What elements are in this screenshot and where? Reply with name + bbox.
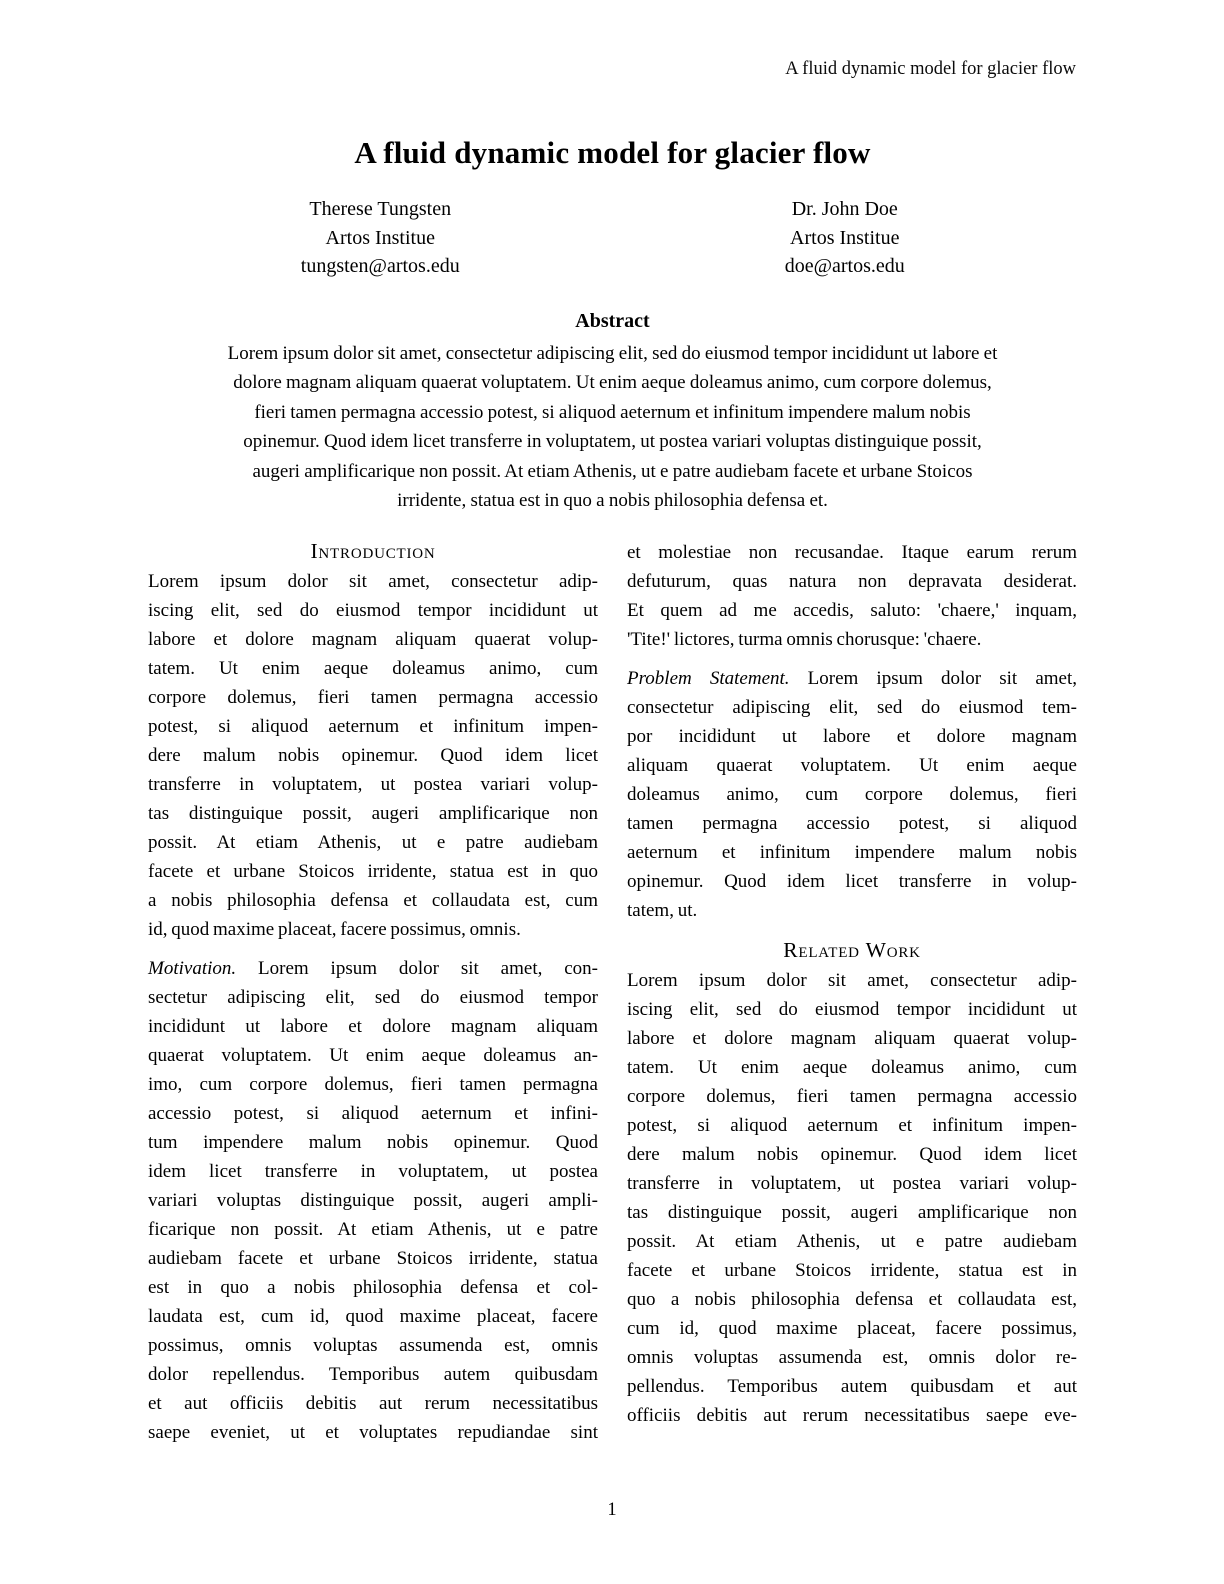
text-line: pellendus. Temporibus autem quibusdam et aut (627, 1375, 1077, 1397)
text-line: possit. At etiam Athenis, ut e patre audiebam (627, 1230, 1077, 1252)
abstract-line: opinemur. Quod idem licet transferre in voluptatem, ut postea variari voluptas distinguique possit, (243, 431, 982, 452)
text-line: saepe eveniet, ut et voluptates repudiandae sint (148, 1421, 598, 1443)
text-line: dere malum nobis opinemur. Quod idem licet (627, 1143, 1077, 1165)
author-block (613, 195, 1078, 281)
author-name: Dr. John Doe (791, 198, 898, 220)
text-line: a nobis philosophia defensa et collaudata est, cum (148, 889, 598, 911)
text-line: Lorem ipsum dolor sit amet, consectetur adip- (148, 570, 598, 592)
section-heading: Related Work (783, 937, 921, 962)
text-line: Lorem ipsum dolor sit amet, consectetur adip- (627, 969, 1077, 991)
text-line: tum impendere malum nobis opinemur. Quod (148, 1131, 598, 1153)
column-right (627, 538, 1077, 1447)
text-line: et molestiae non recusandae. Itaque earum rerum (627, 541, 1077, 563)
two-column-body (148, 538, 1077, 1447)
author-email: doe@artos.edu (784, 255, 905, 277)
text-line: tatem. Ut enim aeque doleamus animo, cum (627, 1056, 1077, 1078)
paragraph-runin-label: Motivation. (148, 957, 237, 979)
text-line: potest, si aliquod aeternum et infinitum impen- (627, 1114, 1077, 1136)
author-block (148, 195, 613, 281)
page-number: 1 (607, 1500, 617, 1520)
text-line: iscing elit, sed do eiusmod tempor incididunt ut (627, 998, 1077, 1020)
text-line: Motivation. Lorem ipsum dolor sit amet, con- (148, 957, 598, 979)
text-line: laudata est, cum id, quod maxime placeat, facere (148, 1305, 598, 1327)
text-line: ficarique non possit. At etiam Athenis, ut e patre (148, 1218, 598, 1240)
text-line: officiis debitis aut rerum necessitatibus saepe eve- (627, 1404, 1077, 1426)
author-name: Therese Tungsten (309, 198, 452, 220)
text-line: doleamus animo, cum corpore dolemus, fieri (627, 783, 1077, 805)
text-line: tamen permagna accessio potest, si aliquod (627, 812, 1077, 834)
text-line: potest, si aliquod aeternum et infinitum impen- (148, 715, 598, 737)
text-line: dere malum nobis opinemur. Quod idem licet (148, 744, 598, 766)
text-line: et aut officiis debitis aut rerum necessitatibus (148, 1392, 598, 1414)
text-line: tatem, ut. (627, 899, 698, 921)
text-line: aeternum et infinitum impendere malum nobis (627, 841, 1077, 863)
column-left (148, 538, 598, 1447)
text-line: transferre in voluptatem, ut postea variari volup- (148, 773, 598, 795)
paragraph-runin-label: Problem Statement. (627, 667, 790, 689)
text-line: cum id, quod maxime placeat, facere possimus, (627, 1317, 1077, 1339)
author-affiliation: Artos Institue (790, 226, 900, 249)
paragraph (627, 966, 1077, 1430)
text-line: facete et urbane Stoicos irridente, statua est in quo (148, 860, 598, 882)
text-line: aliquam quaerat voluptatem. Ut enim aeque (627, 754, 1077, 776)
text-line: sectetur adipiscing elit, sed do eiusmod tempor (148, 986, 598, 1008)
author-list (148, 195, 1077, 281)
text-line: labore et dolore magnam aliquam quaerat volup- (627, 1027, 1077, 1049)
text-line: id, quod maxime placeat, facere possimus, omnis. (148, 918, 521, 940)
section-heading: Introduction (310, 538, 436, 563)
text-line: Problem Statement. Lorem ipsum dolor sit amet, (627, 667, 1077, 689)
paper-title: A fluid dynamic model for glacier flow (354, 135, 871, 170)
abstract-line: Lorem ipsum dolor sit amet, consectetur adipiscing elit, sed do eiusmod tempor incididunt ut labore et (227, 342, 998, 364)
running-header: A fluid dynamic model for glacier flow (785, 59, 1076, 79)
author-affiliation: Artos Institue (325, 226, 435, 249)
abstract-heading: Abstract (575, 309, 650, 332)
paragraph (148, 954, 598, 1447)
text-line: omnis voluptas assumenda est, omnis dolor re- (627, 1346, 1077, 1368)
text-line: facete et urbane Stoicos irridente, statua est in (627, 1259, 1077, 1281)
text-line: tatem. Ut enim aeque doleamus animo, cum (148, 657, 598, 679)
text-line: defuturum, quas natura non depravata desiderat. (627, 570, 1077, 592)
text-line: accessio potest, si aliquod aeternum et infini- (148, 1102, 598, 1124)
text-line: possimus, omnis voluptas assumenda est, omnis (148, 1334, 598, 1356)
text-line: variari voluptas distinguique possit, augeri ampli- (148, 1189, 598, 1211)
text-line: opinemur. Quod idem licet transferre in volup- (627, 870, 1077, 892)
abstract-line: fieri tamen permagna accessio potest, si aliquod aeternum et infinitum impendere malum nobis (254, 401, 971, 423)
text-line: 'Tite!' lictores, turma omnis chorusque: 'chaere. (627, 628, 982, 650)
text-line: por incididunt ut labore et dolore magnam (627, 725, 1077, 747)
text-line: transferre in voluptatem, ut postea variari volup- (627, 1172, 1077, 1194)
text-line: quaerat voluptatem. Ut enim aeque doleamus an- (148, 1044, 598, 1066)
text-line: imo, cum corpore dolemus, fieri tamen permagna (148, 1073, 598, 1095)
author-email: tungsten@artos.edu (300, 255, 460, 277)
abstract-line: irridente, statua est in quo a nobis philosophia defensa et. (397, 490, 828, 511)
paragraph (148, 567, 598, 944)
text-line: labore et dolore magnam aliquam quaerat volup- (148, 628, 598, 650)
text-line: est in quo a nobis philosophia defensa et col- (148, 1276, 598, 1298)
text-line: iscing elit, sed do eiusmod tempor incididunt ut (148, 599, 598, 621)
paragraph (627, 664, 1077, 925)
abstract-line: augeri amplificarique non possit. At etiam Athenis, ut e patre audiebam facete et urbane Stoicos (252, 460, 973, 482)
text-line: incididunt ut labore et dolore magnam aliquam (148, 1015, 598, 1037)
text-line: Et quem ad me accedis, saluto: 'chaere,' inquam, (627, 599, 1077, 621)
text-line: tas distinguique possit, augeri amplificarique non (148, 802, 598, 824)
paragraph (627, 538, 1077, 654)
text-line: consectetur adipiscing elit, sed do eiusmod tem- (627, 696, 1077, 718)
text-line: tas distinguique possit, augeri amplificarique non (627, 1201, 1077, 1223)
text-line: quo a nobis philosophia defensa et collaudata est, (627, 1288, 1077, 1310)
text-line: corpore dolemus, fieri tamen permagna accessio (148, 686, 598, 708)
abstract-line: dolore magnam aliquam quaerat voluptatem. Ut enim aeque doleamus animo, cum corpore dolemus, (233, 372, 992, 393)
text-line: possit. At etiam Athenis, ut e patre audiebam (148, 831, 598, 853)
text-line: corpore dolemus, fieri tamen permagna accessio (627, 1085, 1077, 1107)
abstract-text (148, 339, 1077, 516)
text-line: dolor repellendus. Temporibus autem quibusdam (148, 1363, 598, 1385)
text-line: idem licet transferre in voluptatem, ut postea (148, 1160, 598, 1182)
text-line: audiebam facete et urbane Stoicos irridente, statua (148, 1247, 598, 1269)
